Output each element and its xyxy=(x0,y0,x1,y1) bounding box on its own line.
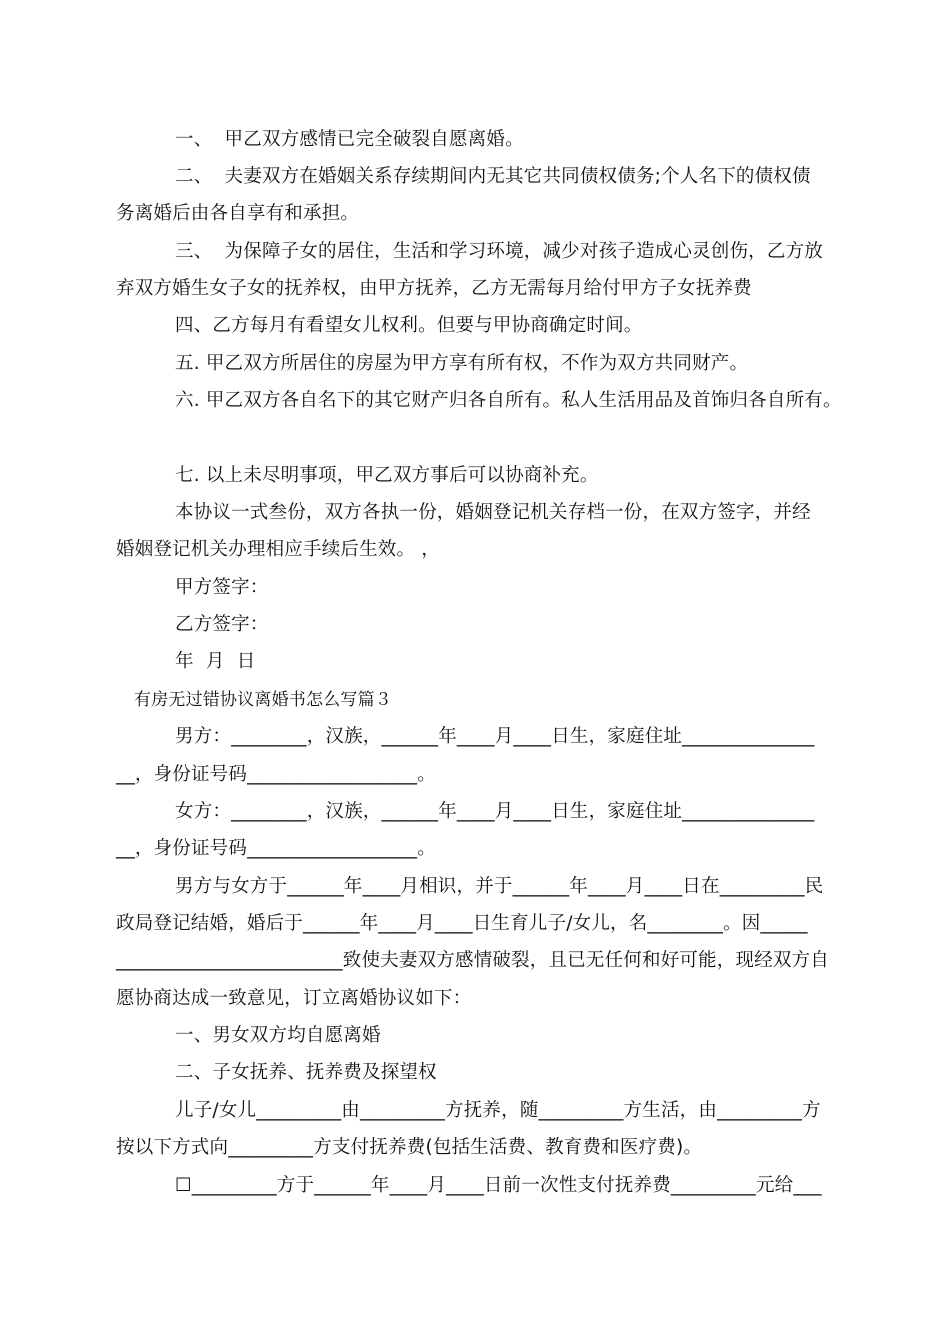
section-title: 有房无过错协议离婚书怎么写篇３ xyxy=(134,690,392,710)
text-line: 按以下方式向_________方支付抚养费(包括生活费、教育费和医疗费)。 xyxy=(116,1137,703,1158)
text-line: 愿协商达成一致意见，订立离婚协议如下： xyxy=(116,988,472,1009)
text-line: 四、乙方每月有看望女儿权利。但要与甲协商确定时间。 xyxy=(175,315,643,336)
text-line: 三、 为保障子女的居住，生活和学习环境，减少对孩子造成心灵创伤，乙方放 xyxy=(175,241,823,262)
text-line: 六. 甲乙双方各自名下的其它财产归各自所有。私人生活用品及首饰归各自所有。 xyxy=(175,390,842,411)
signature-label: 乙方签字： xyxy=(175,614,269,635)
text-line: 一、 甲乙双方感情已完全破裂自愿离婚。 xyxy=(175,129,524,150)
text-line: 七. 以上未尽明事项，甲乙双方事后可以协商补充。 xyxy=(175,465,599,486)
checkbox-line: ☐_________方于______年____月____日前一次性支付抚养费_________元给___ xyxy=(175,1175,822,1196)
text-line: ________________________致使夫妻双方感情破裂，且已无任何和好可能，现经双方自 xyxy=(116,950,830,971)
text-line: 本协议一式叁份，双方各执一份，婚姻登记机关存档一份，在双方签字，并经 xyxy=(175,502,811,523)
text-line: 务离婚后由各自享有和承担。 xyxy=(116,203,360,224)
date-line: 年 月 日 xyxy=(175,651,256,672)
text-line: 二、子女抚养、抚养费及探望权 xyxy=(175,1062,437,1083)
text-line: 女方：________，汉族，______年____月____日生，家庭住址______________ xyxy=(175,801,815,822)
text-line: 儿子/女儿_________由_________方抚养，随_________方生活，由_________方 xyxy=(175,1100,821,1121)
text-line: 婚姻登记机关办理相应手续后生效。 ， xyxy=(116,539,440,560)
text-line: 一、男女双方均自愿离婚 xyxy=(175,1025,381,1046)
text-line: 男方与女方于______年____月相识，并于______年____月____日在_________民 xyxy=(175,876,824,897)
text-line: __，身份证号码__________________。 xyxy=(116,838,436,859)
text-line: 二、 夫妻双方在婚姻关系存续期间内无其它共同债权债务;个人名下的债权债 xyxy=(175,166,811,187)
text-line: 政局登记结婚，婚后于______年____月____日生育儿子/女儿，名________。因_____ xyxy=(116,913,808,934)
signature-label: 甲方签字： xyxy=(175,577,269,598)
text-line: 男方：________，汉族，______年____月____日生，家庭住址______________ xyxy=(175,726,815,747)
text-line: __，身份证号码__________________。 xyxy=(116,764,436,785)
text-line: 弃双方婚生女子女的抚养权，由甲方抚养，乙方无需每月给付甲方子女抚养费 xyxy=(116,278,752,299)
text-line: 五. 甲乙双方所居住的房屋为甲方享有所有权，不作为双方共同财产。 xyxy=(175,353,749,374)
